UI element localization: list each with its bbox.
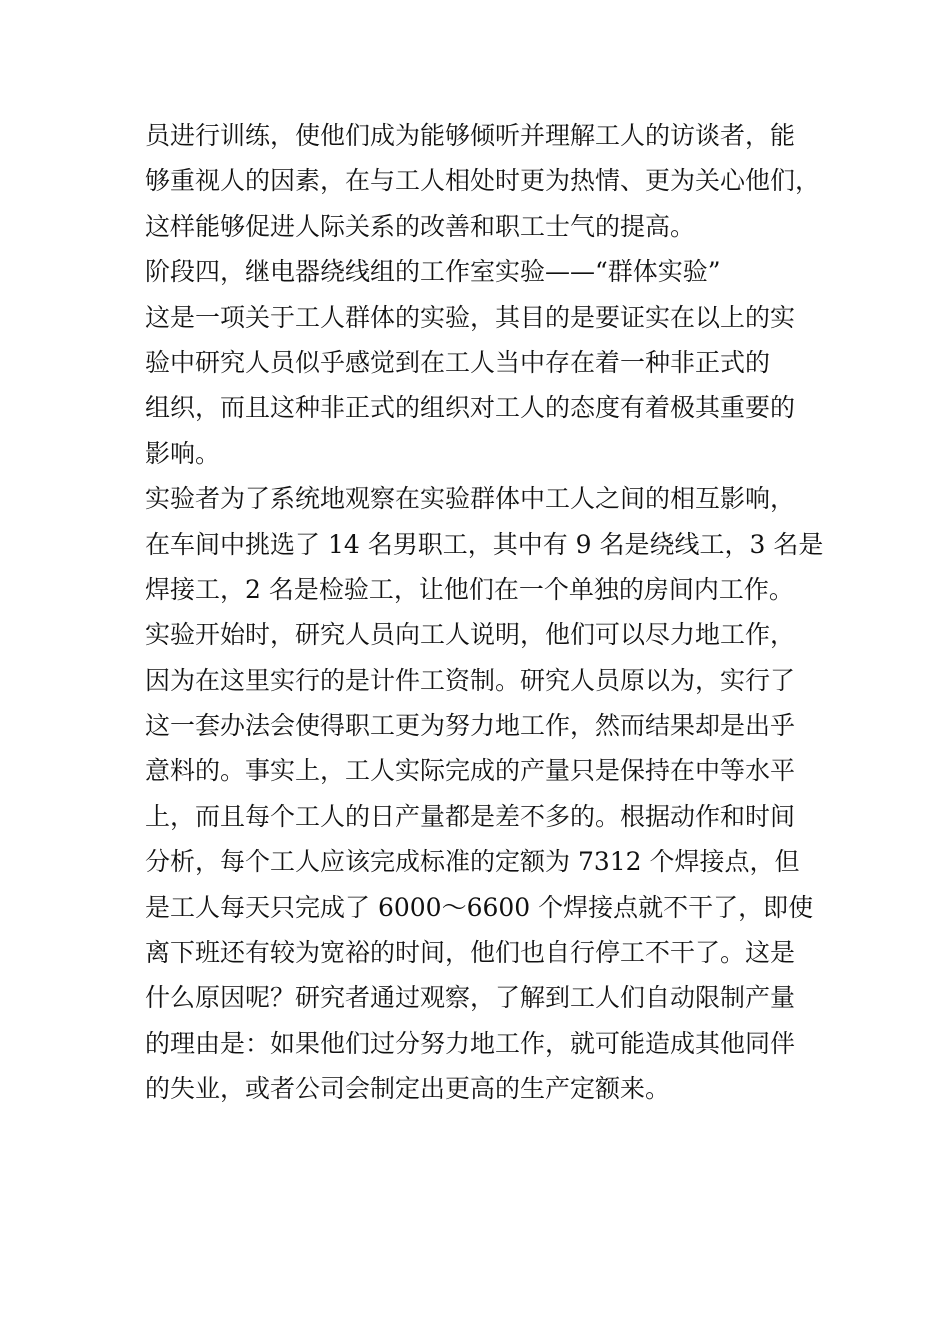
text-line: 员进行训练，使他们成为能够倾听并理解工人的访谈者，能 bbox=[145, 121, 796, 150]
section-heading: 阶段四，继电器绕线组的工作室实验——“群体实验” bbox=[145, 257, 721, 287]
text-line: 实验者为了系统地观察在实验群体中工人之间的相互影响， bbox=[145, 484, 796, 514]
text-line: 离下班还有较为宽裕的时间，他们也自行停工不干了。这是 bbox=[145, 938, 796, 968]
text-line: 上，而且每个工人的日产量都是差不多的。根据动作和时间 bbox=[145, 801, 796, 831]
text-line: 因为在这里实行的是计件工资制。研究人员原以为，实行了 bbox=[145, 665, 796, 695]
text-line: 什么原因呢？研究者通过观察，了解到工人们自动限制产量 bbox=[145, 983, 796, 1013]
text-line: 的理由是：如果他们过分努力地工作，就可能造成其他同伴 bbox=[145, 1028, 796, 1058]
text-line: 这样能够促进人际关系的改善和职工士气的提高。 bbox=[145, 211, 696, 241]
text-line: 这是一项关于工人群体的实验，其目的是要证实在以上的实 bbox=[145, 302, 796, 332]
text-line: 在车间中挑选了 14 名男职工，其中有 9 名是绕线工，3 名是 bbox=[145, 529, 824, 559]
text-line: 组织，而且这种非正式的组织对工人的态度有着极其重要的 bbox=[145, 393, 796, 423]
text-line: 影响。 bbox=[145, 438, 221, 468]
text-line: 实验开始时，研究人员向工人说明，他们可以尽力地工作， bbox=[145, 620, 796, 650]
text-line: 验中研究人员似乎感觉到在工人当中存在着一种非正式的 bbox=[145, 347, 771, 377]
text-line: 的失业，或者公司会制定出更高的生产定额来。 bbox=[145, 1074, 671, 1104]
text-line: 够重视人的因素，在与工人相处时更为热情、更为关心他们， bbox=[145, 166, 821, 196]
text-line: 意料的。事实上，工人实际完成的产量只是保持在中等水平 bbox=[145, 756, 796, 786]
text-line: 分析，每个工人应该完成标准的定额为 7312 个焊接点，但 bbox=[145, 847, 800, 877]
text-line: 焊接工，2 名是检验工，让他们在一个单独的房间内工作。 bbox=[145, 574, 794, 604]
text-line: 是工人每天只完成了 6000～6600 个焊接点就不干了，即使 bbox=[145, 892, 814, 922]
text-line: 这一套办法会使得职工更为努力地工作，然而结果却是出乎 bbox=[145, 711, 796, 741]
document-body bbox=[145, 113, 824, 1112]
